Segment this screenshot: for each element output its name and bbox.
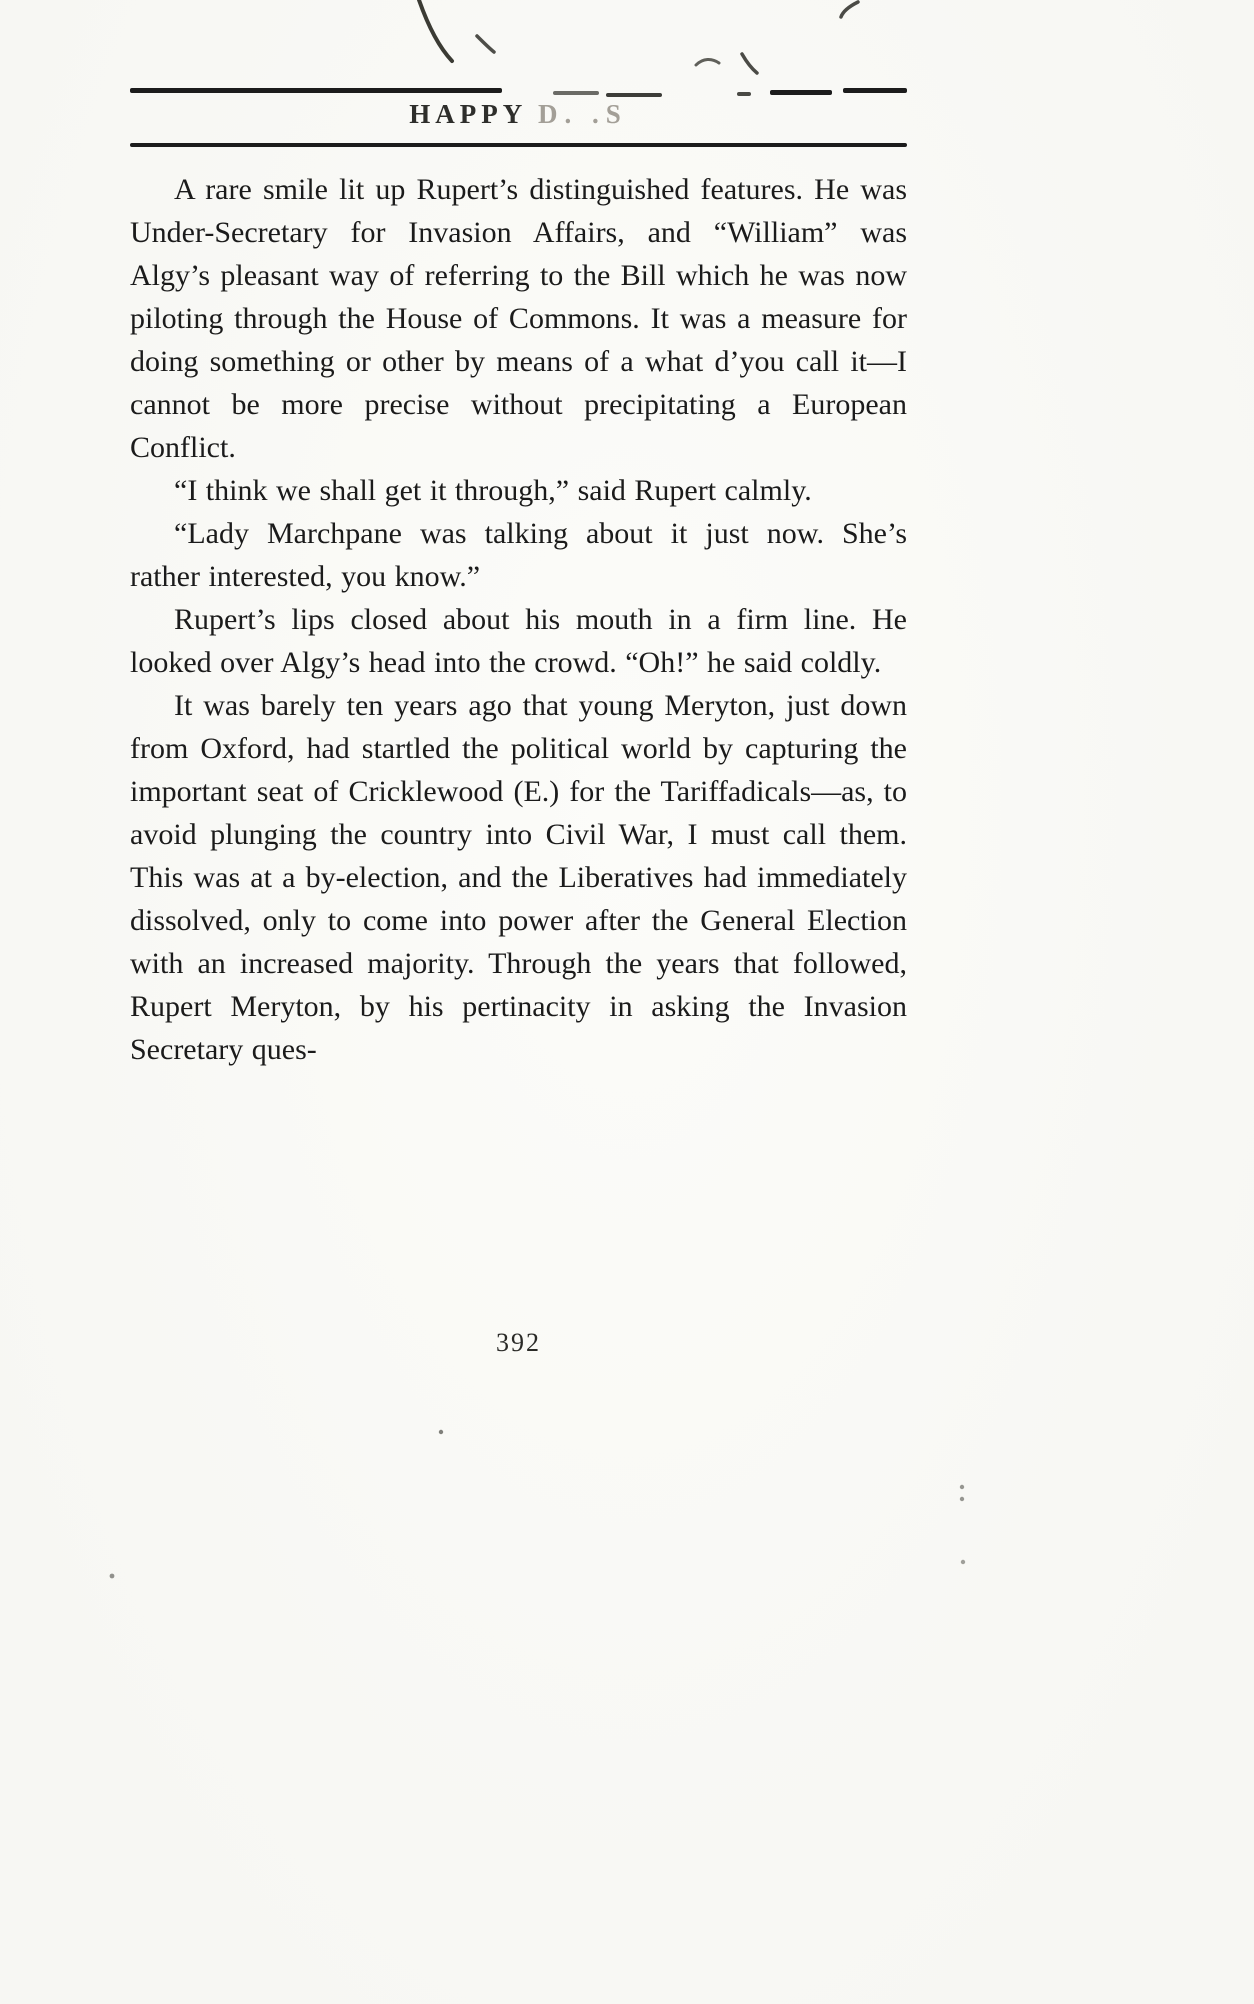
speck-icon (439, 1430, 443, 1434)
header-rule-top-right-b (843, 88, 907, 93)
header-rule-top-left (130, 88, 502, 93)
ink-slash-icon (742, 54, 757, 73)
paragraph: A rare smile lit up Rupert’s distinguished features. He was Under-Secretary for Invasion Affairs, and “William” was Algy’s pleasant way of referring to the Bill which he was now piloting through the House of Commons. It was a measure for doing something or other by means of a what d’you call it—I cannot be more precise without precipitating a European Conflict. (130, 173, 907, 464)
running-header-faded: D. .S (537, 99, 628, 129)
ink-stroke-icon (419, 0, 452, 61)
header-rule-top-right-a (770, 90, 832, 95)
paragraph: “I think we shall get it through,” said Rupert calmly. (174, 474, 812, 507)
ink-corner-icon (841, 2, 858, 17)
speck-icon (960, 1497, 964, 1501)
header-rule-bottom (130, 143, 907, 147)
ink-wave-icon (696, 59, 719, 65)
header-rule-top-mid (606, 93, 662, 97)
speck-icon (960, 1485, 964, 1489)
running-header (130, 99, 907, 130)
header-rule-top-tick (737, 92, 751, 96)
paragraph: “Lady Marchpane was talking about it just now. She’s rather interested, you know.” (130, 517, 907, 593)
page-number: 392 (496, 1328, 541, 1357)
paragraph: It was barely ten years ago that young Meryton, just down from Oxford, had startled the political world by capturing the important seat of Cricklewood (E.) for the Tariffadicals—as, to avoid plunging the country into Civil War, I must call them. This was at a by-election, and the Liberatives had immediately dissolved, only to come into power after the General Election with an increased majority. Through the years that followed, Rupert Meryton, by his pertinacity in asking the Invasion Secretary ques- (130, 689, 907, 1066)
running-header-main: HAPPY (409, 99, 527, 129)
ink-hook-icon (477, 36, 494, 52)
body-text (130, 168, 907, 1071)
speck-icon (961, 1560, 965, 1564)
speck-icon (110, 1574, 115, 1579)
paragraph: Rupert’s lips closed about his mouth in a firm line. He looked over Algy’s head into the crowd. “Oh!” he said coldly. (130, 603, 907, 679)
header-rule-top-mid-faded (553, 91, 599, 95)
